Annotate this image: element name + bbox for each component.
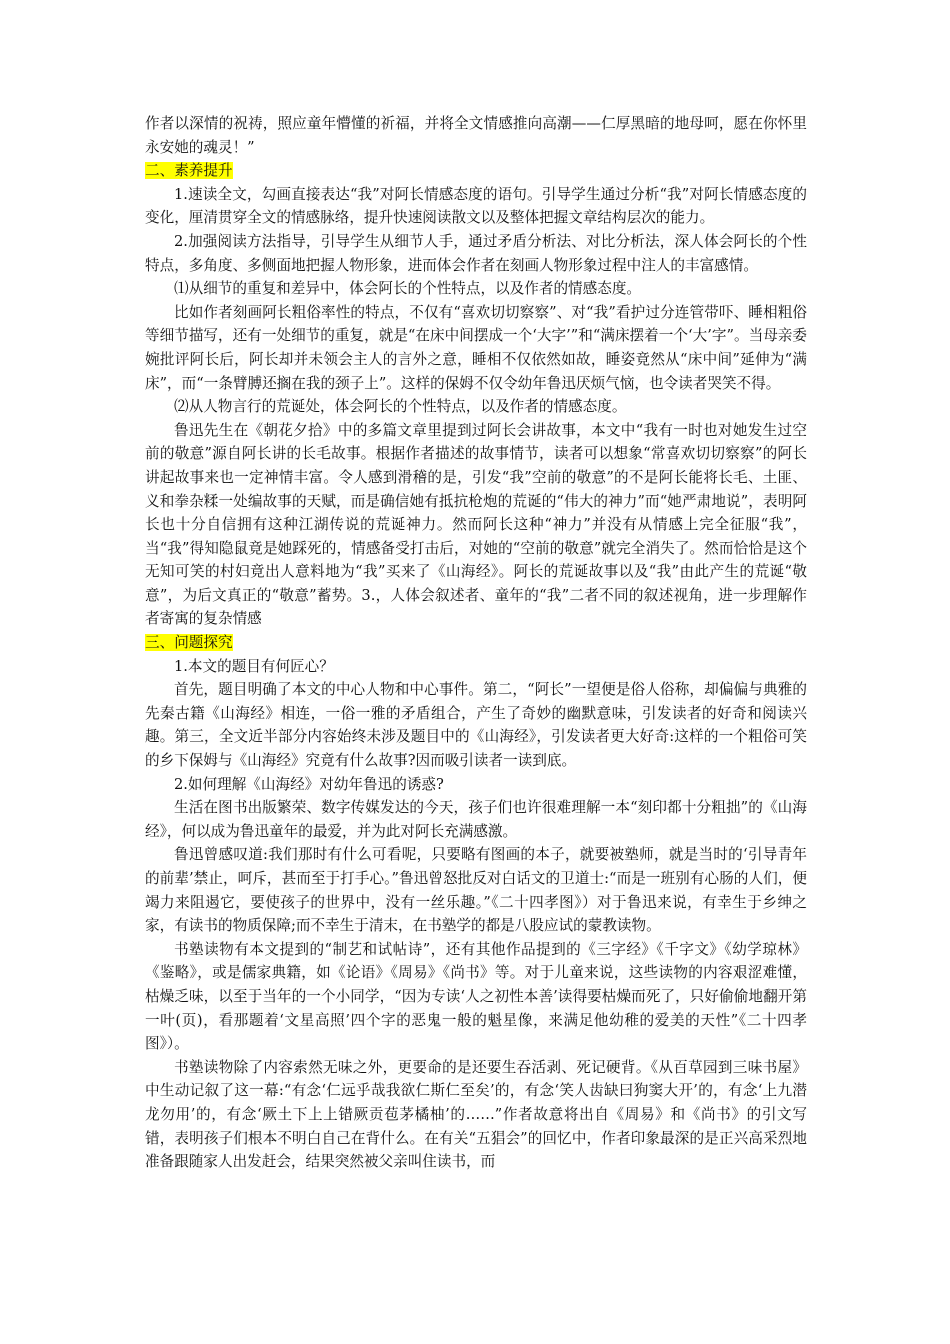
paragraph-continuation: 作者以深情的祝祷，照应童年懵懂的祈福，并将全文情感推向高潮——仁厚黑暗的地母呵，愿在你怀里永安她的魂灵！” xyxy=(145,115,807,156)
section-heading-literacy xyxy=(145,159,807,183)
paragraph: 书塾读物有本文提到的“制艺和试帖诗”，还有其他作品提到的《三字经》《千字文》《幼学琼林》《鉴略》，或是儒家典籍，如《论语》《周易》《尚书》等。对于儿童来说，这些读物的内容艰涩难懂，枯燥乏味，以至于当年的一个小同学，“因为专读‘人之初性本善’读得要枯燥而死了，只好偷偷地翻开第一叶(页)，看那题着‘文星高照’四个字的恶鬼一般的魁星像，来满足他幼稚的爱美的天性”《二十四孝图》）。 xyxy=(145,940,807,1053)
paragraph: 书塾读物除了内容索然无味之外，更要命的是还要生吞活剥、死记硬背。《从百草园到三味书屋》中生动记叙了这一幕:“有念‘仁远乎哉我欲仁斯仁至矣’的，有念‘笑人齿缺曰狗窦大开’的，有念‘上九潜龙勿用’的，有念‘厥土下上上错厥贡苞茅橘柚’的……”作者故意将出自《周易》和《尚书》的引文写错，表明孩子们根本不明白自己在背什么。在有关“五猖会”的回忆中，作者印象最深的是正兴高采烈地准备跟随家人出发赶会，结果突然被父亲叫住读书，而 xyxy=(145,1058,807,1171)
paragraph: 鲁迅先生在《朝花夕拾》中的多篇文章里提到过阿长会讲故事，本文中“我有一时也对她发生过空前的敬意”源自阿长讲的长毛故事。根据作者描述的故事情节，读者可以想象“常喜欢切切察察”的阿长讲起故事来也一定神情丰富。令人感到滑稽的是，引发“我”空前的敬意”的不是阿长能将长毛、土匪、义和拳杂糅一处编故事的天赋，而是确信她有抵抗枪炮的荒诞的“伟大的神力”而“她严肃地说”，表明阿长也十分自信拥有这种江湖传说的荒诞神力。然而阿长这种“神力”并没有从情感上完全征服“我”，当“我”得知隐鼠竟是她踩死的，情感备受打击后，对她的“空前的敬意”就完全消失了。然而恰恰是这个无知可笑的村妇竟出人意料地为“我”买来了《山海经》。阿长的荒诞故事以及“我”由此产生的荒诞“敬意”，为后文真正的“敬意”蓄势。3.，人体会叙述者、童年的“我”二者不同的叙述视角，进一步理解作者寄寓的复杂情感 xyxy=(145,421,807,628)
section-heading-inquiry xyxy=(145,631,807,655)
paragraph: 比如作者刻画阿长粗俗率性的特点，不仅有“喜欢切切察察”、对“我”看护过分连管带吓、睡相粗俗等细节描写，还有一处细节的重复，就是“在床中间摆成一个‘大字’”和“满床摆着一个‘大’字”。当母亲委婉批评阿长后，阿长却并未领会主人的言外之意，睡相不仅依然如故，睡姿竟然从“床中间”延伸为“满床”，而“一条臂膊还搁在我的颈子上”。这样的保姆不仅令幼年鲁迅厌烦气恼，也令读者哭笑不得。 xyxy=(145,303,807,392)
question: 1.本文的题目有何匠心？ xyxy=(174,657,334,675)
paragraph: ⑵从人物言行的荒诞处，体会阿长的个性特点，以及作者的情感态度。 xyxy=(174,398,627,416)
question: 2.如何理解《山海经》对幼年鲁迅的诱惑? xyxy=(174,775,444,793)
paragraph: 首先，题目明确了本文的中心人物和中心事件。第二，“阿长”一望便是俗人俗称，却偏偏与典雅的先秦古籍《山海经》相连，一俗一雅的矛盾组合，产生了奇妙的幽默意味，引发读者的好奇和阅读兴趣。第三，全文近半部分内容始终未涉及题目中的《山海经》，引发读者更大好奇:这样的一个粗俗可笑的乡下保姆与《山海经》究竟有什么故事?因而吸引读者一读到底。 xyxy=(145,681,807,770)
document-page xyxy=(145,112,807,1174)
paragraph: 鲁迅曾感叹道:我们那时有什么可看呢，只要略有图画的本子，就要被塾师，就是当时的‘引导青年的前辈’禁止，呵斥，甚而至于打手心。”鲁迅曾怒批反对白话文的卫道士:“而是一班别有心肠的人们，便竭力来阻遏它，要使孩子的世界中，没有一丝乐趣。”《二十四孝图》）对于鲁迅来说，有幸生于乡绅之家，有读书的物质保障;而不幸生于清末，在书塾学的都是八股应试的蒙教读物。 xyxy=(145,846,807,935)
section-heading-label: 二、素养提升 xyxy=(145,162,233,180)
paragraph: ⑴从细节的重复和差异中，体会阿长的个性特点，以及作者的情感态度。 xyxy=(174,280,642,298)
paragraph: 2.加强阅读方法指导，引导学生从细节人手，通过矛盾分析法、对比分析法，深人体会阿长的个性特点，多角度、多侧面地把握人物形象，进而体会作者在刻画人物形象过程中注人的丰富感情。 xyxy=(145,232,807,274)
paragraph: 生活在图书出版繁荣、数字传媒发达的今天，孩子们也许很难理解一本“刻印都十分粗拙”的《山海经》，何以成为鲁迅童年的最爱，并为此对阿长充满感激。 xyxy=(145,799,807,840)
section-heading-label: 三、问题探究 xyxy=(145,634,233,652)
paragraph: 1.速读全文，勾画直接表达“我”对阿长情感态度的语句。引导学生通过分析“我”对阿长情感态度的变化，厘清贯穿全文的情感脉络，提升快速阅读散文以及整体把握文章结构层次的能力。 xyxy=(145,185,807,227)
